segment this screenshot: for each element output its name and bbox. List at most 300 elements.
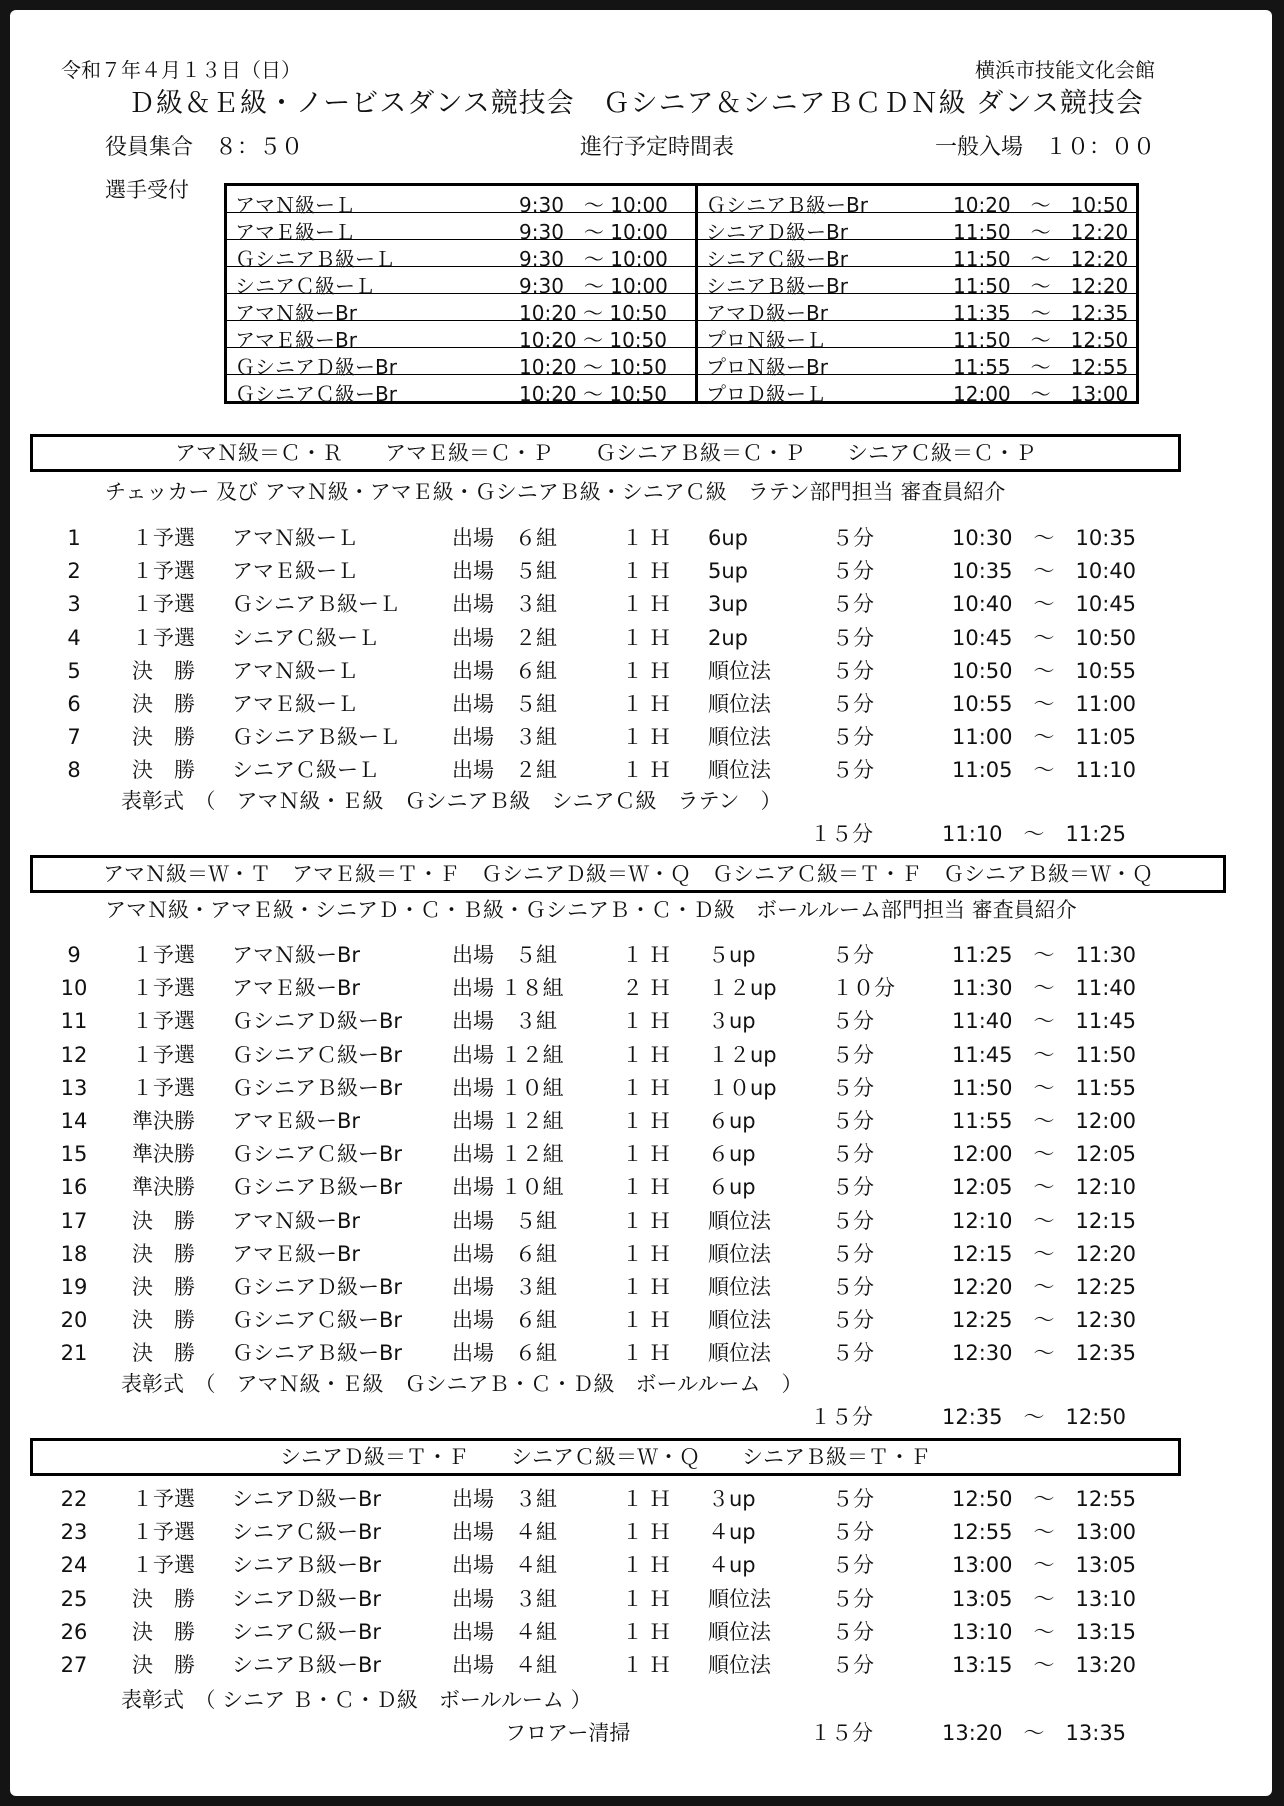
row-ent: 出場 ５組 (452, 1208, 557, 1233)
row-dur: ５分 (832, 1142, 874, 1167)
row-cls: アマＥ級ーBr (232, 976, 361, 1001)
row-ent: 出場 ２組 (452, 625, 557, 650)
row-round: 決 勝 (132, 1208, 195, 1233)
row-heat: １ Ｈ (622, 1075, 671, 1100)
row-dur: ５分 (832, 943, 874, 967)
dance-assignment-2: アマＮ級＝Ｗ・Ｔ アマＥ級＝Ｔ・Ｆ ＧシニアＤ級＝Ｗ・Ｑ ＧシニアＣ級＝Ｔ・Ｆ ＧシニアＢ級＝Ｗ・Ｑ (103, 862, 1153, 886)
row-no: 26 (60, 1619, 88, 1644)
row-heat: １ Ｈ (622, 1487, 671, 1511)
row-time: 12:50 ～ 12:55 (952, 1487, 1137, 1511)
reception-class: シニアＣ級ーＬ (235, 274, 375, 298)
row-no: 17 (60, 1208, 88, 1233)
row-heat: １ Ｈ (622, 1275, 671, 1299)
row-cls: アマＮ級ーＬ (232, 658, 358, 683)
row-no: 20 (60, 1308, 88, 1333)
row-heat: １ Ｈ (622, 1009, 671, 1034)
row-heat: １ Ｈ (622, 758, 671, 783)
row-heat: ２ Ｈ (622, 976, 671, 1001)
row-time: 11:55 ～ 12:00 (952, 1109, 1137, 1133)
row-cls: ＧシニアＢ級ーBr (232, 1075, 403, 1100)
row-up: 順位法 (708, 1308, 771, 1333)
row-cls: シニアＣ級ーBr (232, 1520, 382, 1545)
reception-time: 12:00 ～ 13:00 (953, 382, 1129, 406)
schedule-row (10, 1619, 1272, 1652)
row-time: 10:40 ～ 10:45 (952, 592, 1137, 617)
reception-cell-left (226, 213, 697, 244)
schedule-row (10, 1310, 1272, 1340)
row-no: 2 (67, 559, 81, 584)
reception-cell-right (697, 294, 1138, 325)
row-no: 1 (67, 526, 81, 550)
row-up: 順位法 (708, 1275, 771, 1299)
row-up: 順位法 (708, 1208, 771, 1233)
row-heat: １ Ｈ (622, 1341, 671, 1366)
row-round: 準決勝 (132, 1109, 195, 1133)
row-heat: １ Ｈ (622, 1175, 671, 1200)
row-ent: 出場 ４組 (452, 1553, 557, 1578)
row-heat: １ Ｈ (622, 1653, 671, 1677)
row-dur: ５分 (832, 1619, 874, 1644)
row-round: １予選 (132, 526, 195, 550)
row-no: 13 (60, 1075, 88, 1100)
reception-class: シニアＣ級ーBr (706, 247, 848, 271)
reception-cell-left (226, 348, 697, 379)
row-heat: １ Ｈ (622, 1520, 671, 1545)
row-up: 順位法 (708, 1653, 771, 1677)
schedule-row (10, 1177, 1272, 1207)
schedule-row (10, 1555, 1272, 1585)
row-dur: ５分 (832, 592, 874, 617)
row-dur: ５分 (832, 1175, 874, 1200)
row-no: 5 (67, 658, 81, 683)
row-no: 14 (60, 1109, 88, 1133)
ceremony-duration-2: １５分 (810, 1405, 873, 1429)
row-round: １予選 (132, 592, 195, 617)
row-up: 6up (708, 526, 749, 550)
row-up: １２up (708, 1042, 777, 1067)
row-dur: ５分 (832, 1586, 874, 1611)
reception-time: 10:20 ～ 10:50 (519, 328, 667, 352)
row-no: 27 (60, 1653, 88, 1677)
row-cls: アマＥ級ーＬ (232, 559, 358, 584)
row-heat: １ Ｈ (622, 725, 671, 750)
row-heat: １ Ｈ (622, 1109, 671, 1133)
row-dur: １０分 (832, 976, 895, 1001)
row-no: 16 (60, 1175, 88, 1200)
reception-cell-right (697, 213, 1138, 244)
reception-class: プロＮ級ーBr (706, 355, 828, 379)
reception-class: ＧシニアＢ級ーＬ (235, 247, 395, 271)
row-dur: ５分 (832, 1241, 874, 1266)
row-cls: シニアＣ級ーＬ (232, 758, 379, 783)
row-round: 決 勝 (132, 1653, 195, 1677)
row-up: 順位法 (708, 758, 771, 783)
row-up: 順位法 (708, 1586, 771, 1611)
row-heat: １ Ｈ (622, 943, 671, 967)
row-time: 10:45 ～ 10:50 (952, 625, 1137, 650)
row-no: 21 (60, 1341, 88, 1366)
public-entry: 一般入場 １０：００ (935, 135, 1156, 160)
schedule-row (10, 1011, 1272, 1041)
row-ent: 出場 ３組 (452, 725, 557, 750)
row-time: 11:25 ～ 11:30 (952, 943, 1137, 967)
row-time: 12:00 ～ 12:05 (952, 1142, 1137, 1167)
judge-intro-2: アマＮ級・アマＥ級・シニアＤ・Ｃ・Ｂ級・ＧシニアＢ・Ｃ・Ｄ級 ボールルーム部門担当 審査員紹介 (105, 898, 1077, 922)
row-round: 決 勝 (132, 758, 195, 783)
row-heat: １ Ｈ (622, 1241, 671, 1266)
row-round: １予選 (132, 1042, 195, 1067)
row-heat: １ Ｈ (622, 1308, 671, 1333)
row-up: ３up (708, 1009, 756, 1034)
reception-time: 11:50 ～ 12:20 (953, 220, 1129, 244)
row-round: 決 勝 (132, 1586, 195, 1611)
row-round: １予選 (132, 943, 195, 967)
reception-time: 11:55 ～ 12:55 (953, 355, 1129, 379)
reception-cell-left (226, 321, 697, 352)
row-cls: ＧシニアＢ級ーBr (232, 1175, 403, 1200)
row-cls: ＧシニアＢ級ーＬ (232, 725, 400, 750)
schedule-row (10, 1144, 1272, 1174)
row-no: 19 (60, 1275, 88, 1299)
row-cls: シニアＣ級ーBr (232, 1619, 382, 1644)
row-cls: ＧシニアＤ級ーBr (232, 1275, 403, 1299)
row-heat: １ Ｈ (622, 625, 671, 650)
reception-cell-right (697, 267, 1138, 298)
schedule-row (10, 694, 1272, 724)
award-ceremony-2: 表彰式 （ アマＮ級・Ｅ級 ＧシニアＢ・Ｃ・Ｄ級 ボールルーム ） (121, 1372, 803, 1396)
reception-class: アマＤ級ーBr (706, 301, 828, 325)
row-dur: ５分 (832, 1308, 874, 1333)
row-cls: ＧシニアＤ級ーBr (232, 1009, 403, 1034)
row-no: 11 (60, 1009, 88, 1034)
row-time: 11:50 ～ 11:55 (952, 1075, 1137, 1100)
row-ent: 出場 ６組 (452, 1341, 557, 1366)
row-time: 11:40 ～ 11:45 (952, 1009, 1137, 1034)
ceremony-duration-1: １５分 (810, 822, 873, 846)
row-round: １予選 (132, 1487, 195, 1511)
row-dur: ５分 (832, 1520, 874, 1545)
row-ent: 出場 ３組 (452, 1275, 557, 1299)
row-time: 10:30 ～ 10:35 (952, 526, 1137, 550)
reception-row (226, 267, 1138, 294)
schedule-sheet (10, 10, 1272, 1796)
row-time: 13:15 ～ 13:20 (952, 1653, 1137, 1677)
row-time: 11:05 ～ 11:10 (952, 758, 1137, 783)
reception-cell-right (697, 375, 1138, 406)
row-round: 決 勝 (132, 725, 195, 750)
row-up: 2up (708, 625, 749, 650)
reception-time: 11:50 ～ 12:20 (953, 247, 1129, 271)
schedule-row (10, 1208, 1272, 1241)
row-no: 9 (67, 943, 81, 967)
ceremony-time-3: 13:20 ～ 13:35 (942, 1721, 1127, 1745)
row-heat: １ Ｈ (622, 692, 671, 716)
row-time: 12:15 ～ 12:20 (952, 1241, 1137, 1266)
row-dur: ５分 (832, 758, 874, 783)
row-up: 順位法 (708, 692, 771, 716)
row-up: 順位法 (708, 658, 771, 683)
reception-cell-left (226, 185, 697, 217)
row-time: 11:30 ～ 11:40 (952, 976, 1137, 1001)
row-cls: アマＥ級ーBr (232, 1109, 361, 1133)
row-cls: アマＮ級ーＬ (232, 526, 358, 550)
schedule-row (10, 978, 1272, 1008)
row-time: 12:25 ～ 12:30 (952, 1308, 1137, 1333)
row-dur: ５分 (832, 1042, 874, 1067)
row-ent: 出場 ６組 (452, 658, 557, 683)
award-ceremony-3: 表彰式 （ シニア Ｂ・Ｃ・Ｄ級 ボールルーム ） (121, 1688, 592, 1712)
reception-cell-left (226, 267, 697, 298)
row-ent: 出場 １８組 (452, 976, 564, 1001)
row-heat: １ Ｈ (622, 559, 671, 584)
row-dur: ５分 (832, 1009, 874, 1034)
schedule-row (10, 1042, 1272, 1075)
row-no: 10 (60, 976, 88, 1001)
row-round: １予選 (132, 976, 195, 1001)
row-up: 順位法 (708, 725, 771, 750)
row-round: 決 勝 (132, 1619, 195, 1644)
row-no: 24 (60, 1553, 88, 1578)
row-up: 5up (708, 559, 749, 584)
reception-row (226, 294, 1138, 321)
row-dur: ５分 (832, 658, 874, 683)
dance-assignment-3: シニアＤ級＝Ｔ・Ｆ シニアＣ級＝Ｗ・Ｑ シニアＢ級＝Ｔ・Ｆ (280, 1445, 931, 1469)
row-up: ３up (708, 1487, 756, 1511)
reception-class: ＧシニアＢ級ーBr (706, 193, 868, 217)
schedule-row (10, 1241, 1272, 1274)
row-round: １予選 (132, 1553, 195, 1578)
row-time: 12:55 ～ 13:00 (952, 1520, 1137, 1545)
row-ent: 出場 ３組 (452, 1586, 557, 1611)
row-heat: １ Ｈ (622, 1586, 671, 1611)
row-time: 12:10 ～ 12:15 (952, 1208, 1137, 1233)
row-dur: ５分 (832, 1075, 874, 1100)
row-dur: ５分 (832, 1653, 874, 1677)
reception-cell-right (697, 240, 1138, 271)
row-round: １予選 (132, 559, 195, 584)
reception-time: 10:20 ～ 10:50 (519, 382, 667, 406)
row-round: 決 勝 (132, 692, 195, 716)
row-round: 決 勝 (132, 1241, 195, 1266)
row-ent: 出場 ５組 (452, 943, 557, 967)
reception-cell-left (226, 294, 697, 325)
row-cls: ＧシニアＢ級ーＬ (232, 592, 400, 617)
row-ent: 出場 ３組 (452, 1009, 557, 1034)
reception-class: シニアＢ級ーBr (706, 274, 848, 298)
row-ent: 出場 ６組 (452, 1308, 557, 1333)
row-cls: アマＥ級ーBr (232, 1241, 361, 1266)
row-ent: 出場 １２組 (452, 1042, 564, 1067)
row-dur: ５分 (832, 625, 874, 650)
schedule-row (10, 625, 1272, 658)
row-round: 準決勝 (132, 1175, 195, 1200)
row-cls: シニアＤ級ーBr (232, 1586, 382, 1611)
row-dur: ５分 (832, 1275, 874, 1299)
row-cls: ＧシニアＣ級ーBr (232, 1308, 403, 1333)
row-dur: ５分 (832, 1109, 874, 1133)
venue-name: 横浜市技能文化会館 (975, 58, 1155, 82)
row-cls: シニアＢ級ーBr (232, 1553, 382, 1578)
row-time: 12:05 ～ 12:10 (952, 1175, 1137, 1200)
event-date: 令和７年４月１３日（日） (61, 58, 301, 82)
row-up: ６up (708, 1142, 756, 1167)
schedule-row (10, 1489, 1272, 1519)
row-no: 22 (60, 1487, 88, 1511)
row-time: 12:20 ～ 12:25 (952, 1275, 1137, 1299)
schedule-row (10, 1586, 1272, 1619)
event-title: Ｄ級＆Ｅ級・ノービスダンス競技会 Ｇシニア＆シニアＢＣＤＮ級 ダンス競技会 (128, 88, 1144, 119)
row-up: 順位法 (708, 1619, 771, 1644)
dance-assignment-box-1 (30, 434, 1181, 472)
reception-cell-right (697, 185, 1138, 217)
reception-time: 10:20 ～ 10:50 (953, 193, 1129, 217)
schedule-row (10, 727, 1272, 757)
schedule-row (10, 1655, 1272, 1685)
row-up: ６up (708, 1175, 756, 1200)
row-up: 順位法 (708, 1341, 771, 1366)
reception-cell-right (697, 348, 1138, 379)
reception-time: 10:20 ～ 10:50 (519, 301, 667, 325)
reception-row (226, 321, 1138, 348)
row-dur: ５分 (832, 526, 874, 550)
dance-assignment-box-2 (30, 855, 1226, 893)
row-dur: ５分 (832, 692, 874, 716)
row-round: 決 勝 (132, 1308, 195, 1333)
reception-time: 11:35 ～ 12:35 (953, 301, 1129, 325)
row-dur: ５分 (832, 1208, 874, 1233)
reception-time: 9:30 ～ 10:00 (519, 193, 668, 217)
row-time: 10:35 ～ 10:40 (952, 559, 1137, 584)
schedule-row (10, 528, 1272, 558)
reception-time: 9:30 ～ 10:00 (519, 220, 668, 244)
row-up: ４up (708, 1520, 756, 1545)
reception-class: ＧシニアＤ級ーBr (235, 355, 397, 379)
row-no: 12 (60, 1042, 88, 1067)
row-cls: ＧシニアＢ級ーBr (232, 1341, 403, 1366)
row-heat: １ Ｈ (622, 592, 671, 617)
row-cls: ＧシニアＣ級ーBr (232, 1042, 403, 1067)
reception-row (226, 375, 1138, 403)
reception-time: 9:30 ～ 10:00 (519, 274, 668, 298)
row-dur: ５分 (832, 559, 874, 584)
schedule-row (10, 1522, 1272, 1552)
row-round: 準決勝 (132, 1142, 195, 1167)
row-ent: 出場 １０組 (452, 1075, 564, 1100)
row-cls: アマＮ級ーBr (232, 1208, 361, 1233)
row-ent: 出場 ６組 (452, 1241, 557, 1266)
row-ent: 出場 １２組 (452, 1109, 564, 1133)
dance-assignment-1: アマＮ級＝Ｃ・Ｒ アマＥ級＝Ｃ・Ｐ ＧシニアＢ級＝Ｃ・Ｐ シニアＣ級＝Ｃ・Ｐ (175, 441, 1036, 465)
reception-row (226, 240, 1138, 267)
reception-row (226, 185, 1138, 213)
dance-assignment-box-3 (30, 1438, 1181, 1476)
row-heat: １ Ｈ (622, 1208, 671, 1233)
row-ent: 出場 ４組 (452, 1520, 557, 1545)
row-no: 4 (67, 625, 81, 650)
schedule-row (10, 1277, 1272, 1307)
schedule-title: 進行予定時間表 (580, 135, 735, 160)
row-up: ５up (708, 943, 756, 967)
row-up: １０up (708, 1075, 777, 1100)
row-cls: シニアＣ級ーＬ (232, 625, 379, 650)
reception-cell-left (226, 375, 697, 406)
row-dur: ５分 (832, 1487, 874, 1511)
row-dur: ５分 (832, 1341, 874, 1366)
row-time: 11:45 ～ 11:50 (952, 1042, 1137, 1067)
row-ent: 出場 ５組 (452, 559, 557, 584)
row-ent: 出場 １２組 (452, 1142, 564, 1167)
row-cls: シニアＢ級ーBr (232, 1653, 382, 1677)
row-cls: シニアＤ級ーBr (232, 1487, 382, 1511)
row-ent: 出場 ２組 (452, 758, 557, 783)
reception-class: プロＤ級ーＬ (706, 382, 826, 406)
row-heat: １ Ｈ (622, 1042, 671, 1067)
ceremony-duration-3: １５分 (810, 1721, 873, 1745)
schedule-row (10, 594, 1272, 624)
row-ent: 出場 ４組 (452, 1619, 557, 1644)
row-cls: アマＥ級ーＬ (232, 692, 358, 716)
schedule-row (10, 1343, 1272, 1373)
officials-assembly: 役員集合 ８：５０ (105, 135, 304, 160)
row-heat: １ Ｈ (622, 1553, 671, 1578)
row-round: １予選 (132, 625, 195, 650)
schedule-row (10, 1075, 1272, 1108)
row-time: 13:05 ～ 13:10 (952, 1586, 1137, 1611)
schedule-row (10, 561, 1272, 591)
row-no: 15 (60, 1142, 88, 1167)
reception-class: アマＮ級ーＬ (235, 193, 355, 217)
reception-class: プロＮ級ーＬ (706, 328, 826, 352)
row-ent: 出場 ６組 (452, 526, 557, 550)
row-heat: １ Ｈ (622, 526, 671, 550)
row-time: 13:10 ～ 13:15 (952, 1619, 1137, 1644)
reception-time: 9:30 ～ 10:00 (519, 247, 668, 271)
row-time: 12:30 ～ 12:35 (952, 1341, 1137, 1366)
schedule-row (10, 760, 1272, 790)
row-round: １予選 (132, 1520, 195, 1545)
row-up: 3up (708, 592, 749, 617)
row-time: 10:55 ～ 11:00 (952, 692, 1137, 716)
reception-class: アマＥ級ーＬ (235, 220, 355, 244)
row-round: １予選 (132, 1075, 195, 1100)
row-ent: 出場 ３組 (452, 1487, 557, 1511)
row-no: 6 (67, 692, 81, 716)
reception-class: アマＮ級ーBr (235, 301, 357, 325)
row-cls: ＧシニアＣ級ーBr (232, 1142, 403, 1167)
reception-class: アマＥ級ーBr (235, 328, 357, 352)
row-round: 決 勝 (132, 1275, 195, 1299)
row-time: 10:50 ～ 10:55 (952, 658, 1137, 683)
row-ent: 出場 ５組 (452, 692, 557, 716)
row-up: ６up (708, 1109, 756, 1133)
row-round: １予選 (132, 1009, 195, 1034)
row-heat: １ Ｈ (622, 1142, 671, 1167)
reception-table (224, 183, 1139, 404)
ceremony-time-1: 11:10 ～ 11:25 (942, 822, 1127, 846)
row-dur: ５分 (832, 1553, 874, 1578)
reception-time: 10:20 ～ 10:50 (519, 355, 667, 379)
row-up: １２up (708, 976, 777, 1001)
floor-cleaning: フロアー清掃 (505, 1721, 631, 1745)
reception-label: 選手受付 (105, 178, 189, 202)
schedule-row (10, 945, 1272, 975)
reception-cell-left (226, 240, 697, 271)
row-round: 決 勝 (132, 1341, 195, 1366)
judge-intro-1: チェッカー 及び アマＮ級・アマＥ級・ＧシニアＢ級・シニアＣ級 ラテン部門担当 審査員紹介 (105, 480, 1006, 504)
schedule-row (10, 658, 1272, 691)
row-dur: ５分 (832, 725, 874, 750)
reception-time: 11:50 ～ 12:20 (953, 274, 1129, 298)
